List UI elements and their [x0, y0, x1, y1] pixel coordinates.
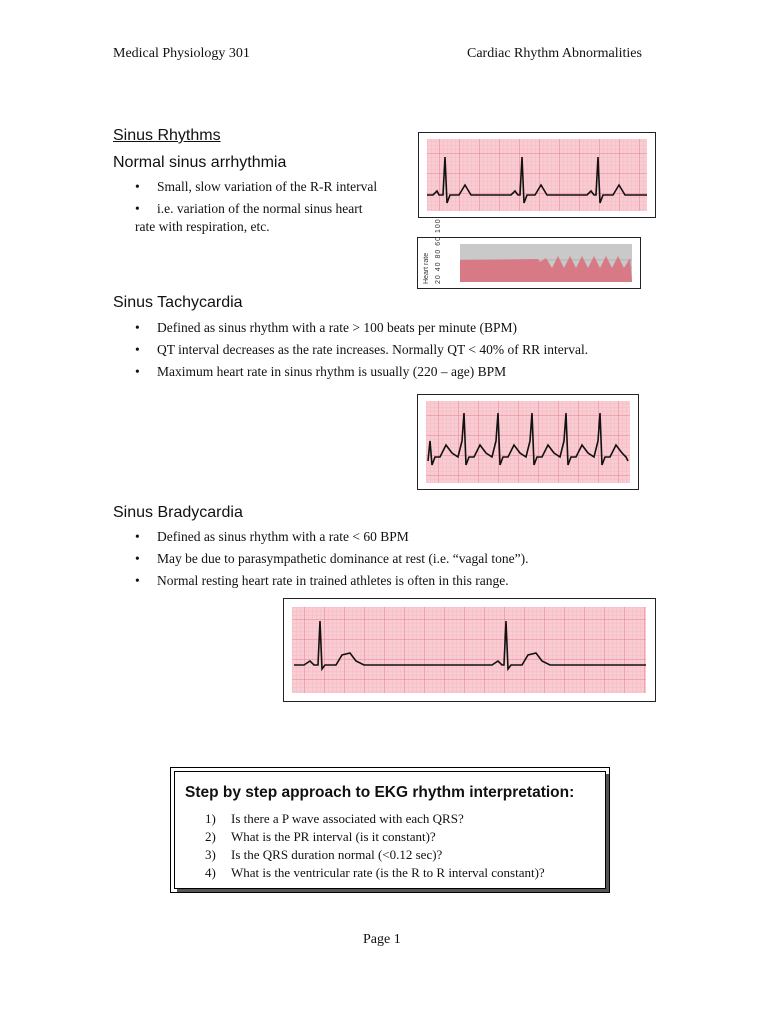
step-item: 4) What is the ventricular rate (is the R to R interval constant)? — [205, 865, 545, 880]
ekg-tachycardia-strip — [417, 394, 639, 490]
tachy-bullet-2: • QT interval decreases as the rate increases. Normally QT < 40% of RR interval. — [135, 342, 589, 357]
tachy-heading: Sinus Tachycardia — [113, 294, 243, 311]
brady-bullet-2: • May be due to parasympathetic dominance at rest (i.e. “vagal tone”). — [135, 551, 529, 566]
brady-bullet-3: • Normal resting heart rate in trained athletes is often in this range. — [135, 573, 509, 588]
heart-rate-strip — [417, 218, 641, 289]
step-item: 3) Is the QRS duration normal (<0.12 sec)? — [205, 847, 443, 862]
header-course: Medical Physiology 301 — [113, 46, 250, 61]
page-number: Page 1 — [363, 932, 401, 947]
steps-list — [205, 810, 545, 882]
ekg-normal-sinus-strip — [418, 132, 656, 218]
step-item: 1) Is there a P wave associated with each QRS? — [205, 811, 464, 826]
heart-rate-ticks: 20 40 80 60 100 — [435, 218, 442, 284]
normal-bullet-2-cont: rate with respiration, etc. — [135, 219, 270, 234]
section-title: Sinus Rhythms — [113, 127, 221, 144]
tachy-bullet-1: • Defined as sinus rhythm with a rate > 100 beats per minute (BPM) — [135, 320, 518, 335]
normal-bullet-2: • i.e. variation of the normal sinus heart — [135, 201, 363, 216]
heart-rate-trace — [460, 256, 632, 282]
heart-rate-label: Heart rate — [423, 252, 430, 284]
tachy-bullet-3: • Maximum heart rate in sinus rhythm is usually (220 – age) BPM — [135, 364, 507, 379]
brady-bullet-1: • Defined as sinus rhythm with a rate < 60 BPM — [135, 529, 409, 544]
box-title: Step by step approach to EKG rhythm interpretation: — [185, 784, 575, 801]
normal-heading: Normal sinus arrhythmia — [113, 154, 287, 171]
normal-bullet-1: • Small, slow variation of the R-R interval — [135, 179, 378, 194]
header-topic: Cardiac Rhythm Abnormalities — [467, 46, 642, 61]
step-item: 2) What is the PR interval (is it constant)? — [205, 829, 436, 844]
brady-heading: Sinus Bradycardia — [113, 504, 243, 521]
ekg-interpretation-box — [170, 767, 610, 893]
ekg-bradycardia-strip — [283, 598, 656, 702]
